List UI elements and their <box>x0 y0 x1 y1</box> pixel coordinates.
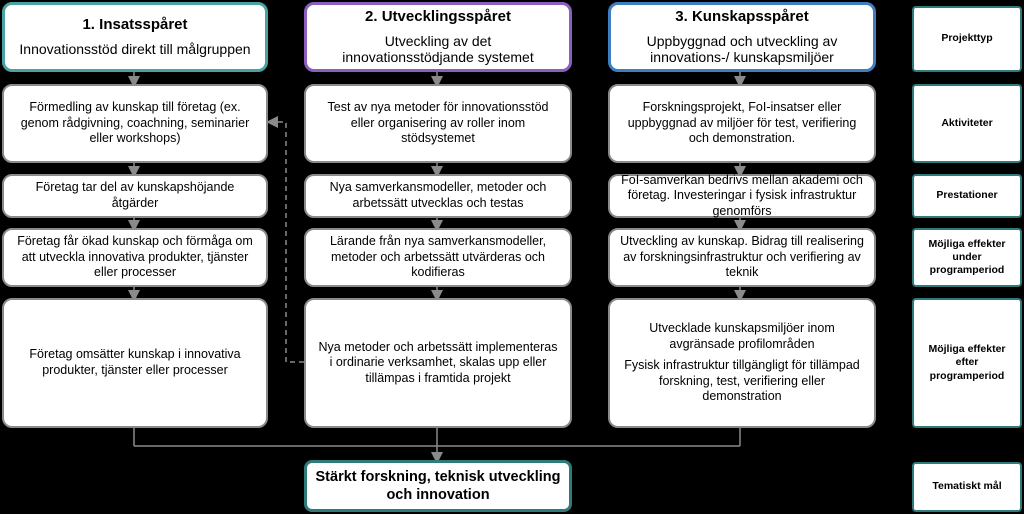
label-effekter-under-text: Möjliga effekter under programperiod <box>928 237 1006 277</box>
col2-effect-during-text: Lärande från nya samverkansmodeller, metoder och arbetssätt utvärderas och kodifieras <box>329 234 547 280</box>
col2-activity-box <box>304 84 572 163</box>
col2-effect-after-text: Nya metoder och arbetssätt implementeras i ordinarie verksamhet, skalas upp eller tillämpas i framtida projekt <box>318 339 558 385</box>
col2-effect-after-box <box>304 298 572 428</box>
col3-output-box <box>608 174 876 218</box>
label-prestationer-text: Prestationer <box>936 189 998 202</box>
track-2-header <box>304 2 572 72</box>
col3-effect-during-box <box>608 228 876 287</box>
track-1-title: 1. Insatsspåret <box>82 16 188 34</box>
col2-effect-during-box <box>304 228 572 287</box>
track-1-header <box>2 2 268 72</box>
label-tematiskt-mal <box>912 462 1022 512</box>
label-aktiviteter-text: Aktiviteter <box>941 116 993 129</box>
col1-output-text: Företag tar del av kunskapshöjande åtgärder <box>35 180 235 210</box>
label-tematiskt-mal-text: Tematiskt mål <box>932 480 1002 493</box>
col2-output-text: Nya samverkansmodeller, metoder och arbetssätt utvecklas och testas <box>329 180 547 210</box>
label-effekter-efter <box>912 298 1022 428</box>
col3-activity-box <box>608 84 876 163</box>
col1-effect-during-box <box>2 228 268 287</box>
col1-output-box <box>2 174 268 218</box>
col1-activity-box <box>2 84 268 163</box>
label-projekttyp-text: Projekttyp <box>941 32 993 45</box>
track-1-subtitle: Innovationsstöd direkt till målgruppen <box>19 40 251 57</box>
col3-activity-text: Forskningsprojekt, FoI-insatser eller uppbyggnad av miljöer för test, verifiering och demonstration. <box>627 100 857 146</box>
col1-activity-text: Förmedling av kunskap till företag (ex. genom rådgivning, coachning, seminarier eller workshops) <box>20 100 250 146</box>
thematic-goal-box <box>304 460 572 512</box>
label-projekttyp <box>912 6 1022 72</box>
col1-effect-after-text: Företag omsätter kunskap i innovativa produkter, tjänster eller processer <box>29 347 241 377</box>
thematic-goal-text: Stärkt forskning, teknisk utveckling och innovation <box>315 468 561 503</box>
label-aktiviteter <box>912 84 1022 163</box>
col1-effect-after-box <box>2 298 268 428</box>
label-effekter-efter-text: Möjliga effekter efter programperiod <box>928 343 1006 382</box>
col3-effect-after-text-1: Utvecklade kunskapsmiljöer inom avgränsade profilområden <box>649 320 835 351</box>
track-3-header <box>608 2 876 72</box>
label-prestationer <box>912 174 1022 218</box>
col3-effect-after-box <box>608 298 876 428</box>
col3-effect-during-text: Utveckling av kunskap. Bidrag till realisering av forskningsinfrastruktur och verifiering av teknik <box>620 234 864 280</box>
col3-output-text: FoI-samverkan bedrivs mellan akademi och företag. Investeringar i fysisk infrastruktur genomförs <box>621 172 863 218</box>
track-2-subtitle: Utveckling av det innovationsstödjande systemet <box>342 32 534 66</box>
col2-output-box <box>304 174 572 218</box>
col3-effect-after-text-2: Fysisk infrastruktur tillgängligt för tillämpad forskning, test, verifiering eller demonstration <box>624 358 860 404</box>
col1-effect-during-text: Företag får ökad kunskap och förmåga om att utveckla innovativa produkter, tjänster eller processer <box>17 234 253 280</box>
track-2-title: 2. Utvecklingsspåret <box>365 7 511 25</box>
label-effekter-under <box>912 228 1022 287</box>
col2-activity-text: Test av nya metoder för innovationsstöd eller organisering av roller inom stödsystemet <box>327 100 549 146</box>
track-3-subtitle: Uppbyggnad och utveckling av innovations-/ kunskapsmiljöer <box>646 32 838 66</box>
track-3-title: 3. Kunskapsspåret <box>675 7 809 25</box>
